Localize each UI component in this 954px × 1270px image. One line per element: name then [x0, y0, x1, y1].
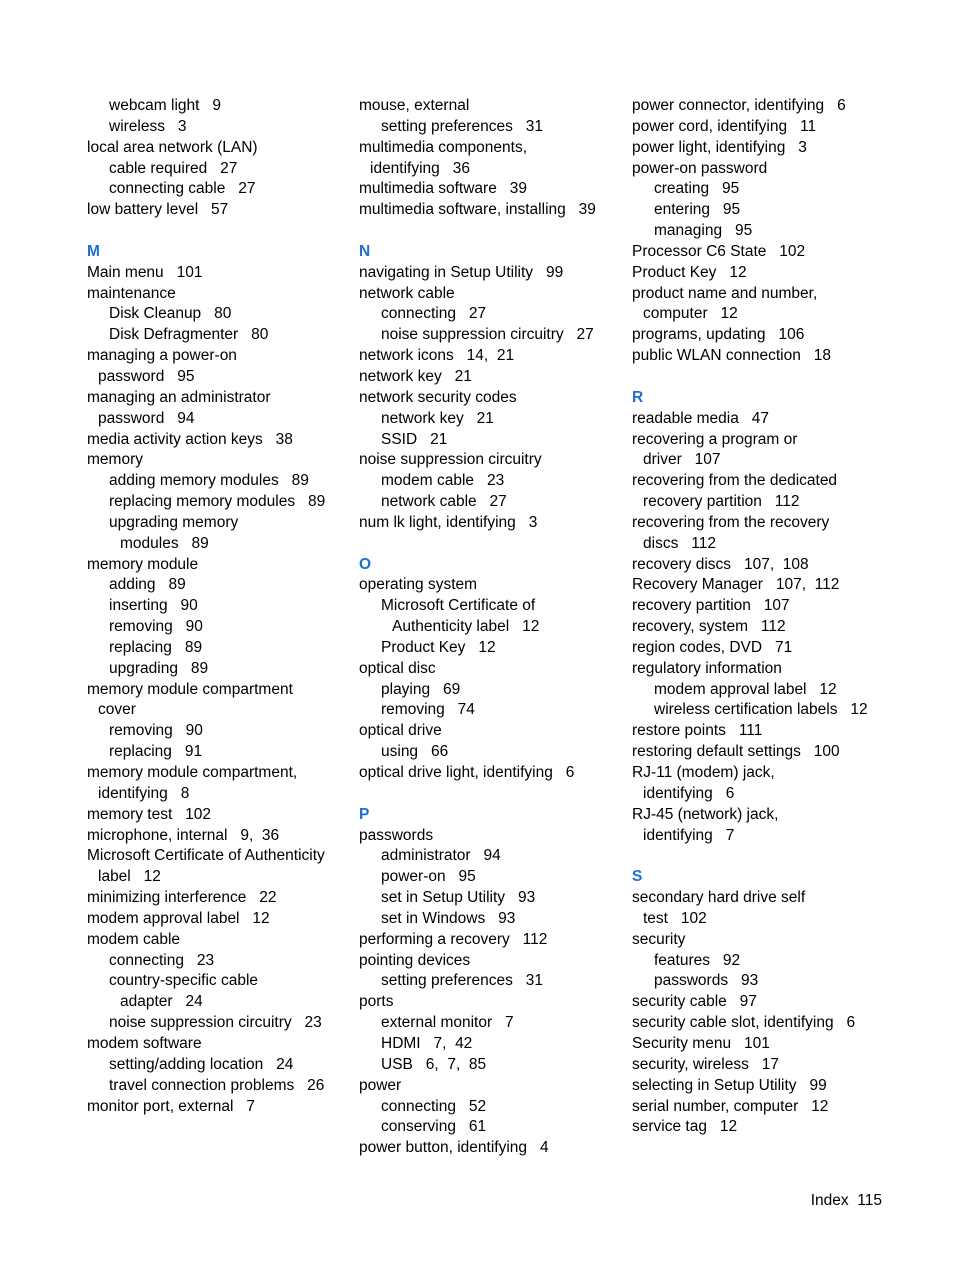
index-entry: Recovery Manager 107, 112: [632, 576, 840, 594]
index-subentry: webcam light 9: [109, 97, 221, 114]
index-entry: num lk light, identifying 3: [359, 513, 538, 531]
index-entry-continuation: password 94: [98, 409, 195, 427]
index-entry-continuation: discs 112: [643, 534, 716, 552]
index-subentry: upgrading memory: [109, 513, 239, 531]
index-entry: power: [359, 1076, 402, 1094]
index-entry: selecting in Setup Utility 99: [632, 1076, 827, 1094]
index-subentry: noise suppression circuitry 23: [109, 1014, 322, 1032]
index-entry: security: [632, 930, 686, 948]
index-subentry: power-on 95: [381, 868, 476, 886]
index-entry: Security menu 101: [632, 1034, 770, 1052]
page-number: 115: [857, 1192, 882, 1209]
index-entry: RJ-45 (network) jack,: [632, 805, 779, 823]
footer-label: Index: [810, 1192, 849, 1209]
index-entry: recovering from the dedicated: [632, 472, 838, 490]
index-entry: media activity action keys 38: [87, 430, 293, 448]
index-entry: regulatory information: [632, 659, 782, 677]
section-letter-m: M: [87, 242, 100, 260]
index-subentry: replacing 89: [109, 638, 203, 656]
index-entry: optical drive light, identifying 6: [359, 764, 575, 781]
index-entry: Product Key 12: [632, 263, 747, 281]
index-entry: recovery partition 107: [632, 597, 790, 615]
index-entry: network cable: [359, 284, 455, 302]
section-spacer: [632, 367, 868, 388]
index-subentry: setting preferences 31: [381, 117, 543, 135]
index-entry: network security codes: [359, 388, 517, 406]
index-subentry: features 92: [654, 951, 741, 969]
index-subentry: setting/adding location 24: [109, 1055, 294, 1073]
index-entry: memory module compartment,: [87, 764, 298, 781]
index-subentry: modules 89: [120, 534, 209, 552]
index-subentry: travel connection problems 26: [109, 1076, 325, 1094]
section-letter-r: R: [632, 388, 644, 406]
index-subentry: wireless 3: [109, 117, 187, 135]
index-entry-continuation: driver 107: [643, 451, 721, 469]
index-entry: managing an administrator: [87, 388, 271, 406]
section-spacer: [359, 221, 596, 242]
index-subentry: network key 21: [381, 409, 494, 427]
section-spacer: [632, 846, 868, 867]
index-entry: monitor port, external 7: [87, 1097, 255, 1115]
index-entry-continuation: identifying 36: [370, 159, 470, 177]
index-subentry: Disk Cleanup 80: [109, 305, 232, 323]
index-entry-continuation: identifying 7: [643, 826, 735, 844]
index-entry: security cable 97: [632, 993, 757, 1011]
index-subentry: conserving 61: [381, 1118, 487, 1136]
index-entry: optical drive: [359, 722, 442, 740]
index-entry: optical disc: [359, 659, 436, 677]
section-letter-o: O: [359, 555, 372, 573]
index-entry: mouse, external: [359, 97, 470, 114]
index-subentry: connecting cable 27: [109, 180, 256, 198]
index-subentry: entering 95: [654, 201, 741, 219]
index-entry: multimedia software 39: [359, 180, 527, 198]
index-entry: programs, updating 106: [632, 326, 805, 344]
section-letter-n: N: [359, 242, 371, 260]
index-subentry: Product Key 12: [381, 638, 496, 656]
index-subentry: connecting 27: [381, 305, 487, 323]
index-subentry: set in Setup Utility 93: [381, 889, 536, 907]
index-entry: recovery discs 107, 108: [632, 555, 809, 573]
section-letter-s: S: [632, 868, 643, 886]
index-subentry: inserting 90: [109, 597, 198, 615]
index-subentry: administrator 94: [381, 847, 501, 865]
index-subentry: Disk Defragmenter 80: [109, 326, 269, 344]
index-entry: performing a recovery 112: [359, 930, 548, 948]
index-subentry: network cable 27: [381, 493, 507, 511]
section-spacer: [87, 221, 325, 242]
index-entry: power-on password: [632, 159, 768, 177]
index-entry: recovering a program or: [632, 430, 798, 448]
index-subentry: adding memory modules 89: [109, 472, 309, 490]
index-subentry: wireless certification labels 12: [654, 701, 868, 719]
index-entry: power cord, identifying 11: [632, 117, 817, 135]
index-subentry: modem approval label 12: [654, 680, 837, 698]
index-subentry: playing 69: [381, 680, 461, 698]
index-entry: managing a power-on: [87, 347, 237, 365]
index-entry-continuation: identifying 8: [98, 784, 190, 802]
index-entry-continuation: test 102: [643, 909, 707, 927]
index-subentry: Microsoft Certificate of: [381, 597, 536, 615]
index-entry: maintenance: [87, 284, 176, 302]
index-entry: multimedia software, installing 39: [359, 201, 596, 219]
index-subentry: modem cable 23: [381, 472, 505, 490]
index-entry: operating system: [359, 576, 478, 594]
index-entry: power button, identifying 4: [359, 1139, 549, 1157]
index-entry-continuation: cover: [98, 701, 136, 719]
index-entry: Microsoft Certificate of Authenticity: [87, 847, 325, 865]
index-entry: restore points 111: [632, 722, 763, 740]
index-entry: Processor C6 State 102: [632, 242, 806, 260]
index-subentry: removing 74: [381, 701, 475, 719]
index-entry: secondary hard drive self: [632, 889, 806, 907]
index-subentry: adding 89: [109, 576, 186, 594]
index-subentry: passwords 93: [654, 972, 759, 990]
index-entry: recovering from the recovery: [632, 513, 830, 531]
section-spacer: [359, 784, 596, 805]
index-entry: multimedia components,: [359, 138, 527, 156]
index-entry: local area network (LAN): [87, 138, 258, 156]
index-subentry: noise suppression circuitry 27: [381, 326, 594, 344]
index-subentry: creating 95: [654, 180, 740, 198]
index-entry: memory: [87, 451, 143, 469]
index-entry: pointing devices: [359, 951, 471, 969]
index-entry: product name and number,: [632, 284, 818, 302]
index-column-1: [87, 96, 325, 1117]
index-subentry: external monitor 7: [381, 1014, 514, 1032]
index-entry-continuation: identifying 6: [643, 784, 735, 802]
index-entry: memory module compartment: [87, 680, 293, 698]
index-entry: memory module: [87, 555, 199, 573]
index-entry-continuation: password 95: [98, 367, 195, 385]
index-subentry: removing 90: [109, 722, 203, 740]
index-subentry: setting preferences 31: [381, 972, 543, 990]
index-entry: security cable slot, identifying 6: [632, 1014, 856, 1032]
index-subentry: cable required 27: [109, 159, 238, 177]
index-subentry: country-specific cable: [109, 972, 259, 990]
index-entry: RJ-11 (modem) jack,: [632, 764, 775, 781]
index-entry: modem software: [87, 1034, 202, 1052]
index-subentry: USB 6, 7, 85: [381, 1055, 487, 1073]
section-spacer: [359, 534, 596, 555]
index-subentry: upgrading 89: [109, 659, 209, 677]
index-subentry: adapter 24: [120, 993, 203, 1011]
index-entry: network key 21: [359, 367, 472, 385]
section-letter-p: P: [359, 805, 370, 823]
index-entry: navigating in Setup Utility 99: [359, 263, 564, 281]
index-entry: service tag 12: [632, 1118, 738, 1136]
index-entry-continuation: recovery partition 112: [643, 493, 800, 511]
index-entry: modem cable: [87, 930, 181, 948]
index-entry: minimizing interference 22: [87, 889, 277, 907]
index-entry: noise suppression circuitry: [359, 451, 542, 469]
index-entry: passwords: [359, 826, 434, 844]
index-entry: power connector, identifying 6: [632, 97, 846, 114]
index-column-3: [632, 96, 868, 1138]
index-entry: network icons 14, 21: [359, 347, 515, 365]
index-entry: low battery level 57: [87, 201, 229, 219]
index-entry: serial number, computer 12: [632, 1097, 829, 1115]
index-entry: memory test 102: [87, 805, 212, 823]
index-entry: power light, identifying 3: [632, 138, 807, 156]
index-entry-continuation: computer 12: [643, 305, 738, 323]
index-subentry: replacing 91: [109, 743, 203, 761]
index-entry: restoring default settings 100: [632, 743, 840, 761]
index-entry: microphone, internal 9, 36: [87, 826, 280, 844]
index-subentry: connecting 52: [381, 1097, 487, 1115]
index-entry-continuation: label 12: [98, 868, 161, 886]
index-subentry: removing 90: [109, 618, 203, 636]
page-footer: [811, 1192, 882, 1210]
index-entry: public WLAN connection 18: [632, 347, 832, 365]
index-subentry: using 66: [381, 743, 449, 761]
index-subentry: SSID 21: [381, 430, 448, 448]
index-column-2: [359, 96, 596, 1159]
index-subentry: HDMI 7, 42: [381, 1034, 473, 1052]
index-entry: Main menu 101: [87, 263, 203, 281]
index-entry: security, wireless 17: [632, 1055, 780, 1073]
index-entry: recovery, system 112: [632, 618, 786, 636]
index-subentry: Authenticity label 12: [392, 618, 540, 636]
index-subentry: managing 95: [654, 222, 753, 240]
index-entry: ports: [359, 993, 394, 1011]
index-entry: modem approval label 12: [87, 909, 270, 927]
index-subentry: replacing memory modules 89: [109, 493, 326, 511]
index-entry: readable media 47: [632, 409, 770, 427]
index-subentry: connecting 23: [109, 951, 215, 969]
index-entry: region codes, DVD 71: [632, 638, 793, 656]
index-subentry: set in Windows 93: [381, 909, 516, 927]
